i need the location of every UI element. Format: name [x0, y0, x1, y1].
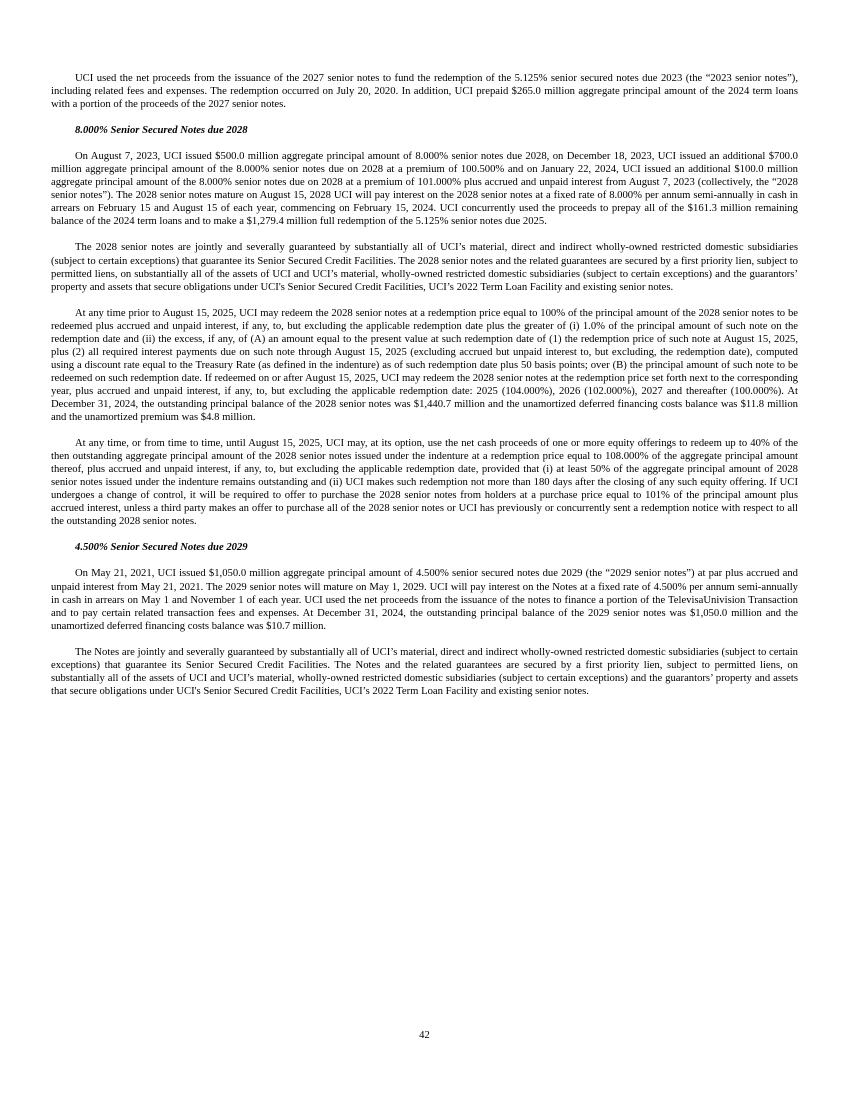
paragraph-2028-equity-offerings: At any time, or from time to time, until August 15, 2025, UCI may, at its option, use the net cash proceeds of one or more equity offerings to redeem up to 40% of the then outstanding aggregate principal amount of the 2028 senior notes issued under the indenture at a redemption price equal to 108.000% of the aggregate principal amount thereof, plus accrued and unpaid interest, if any, to, but excluding the applicable redemption date, provided that (i) at least 50% of the aggregate principal amount of 2028 senior notes issued under the indenture remains outstanding and (ii) UCI makes such redemption not more than 180 days after the closing of any such equity offering. If UCI undergoes a change of control, it will be required to offer to purchase the 2028 senior notes from holders at a purchase price equal to 101% of the principal amount plus accrued interest, unless a third party makes an offer to purchase all of the 2028 senior notes or UCI has previously or concurrently sent a redemption notice with respect to all the outstanding 2028 senior notes.: [51, 438, 798, 528]
paragraph-2029-guarantees: The Notes are jointly and severally guaranteed by substantially all of UCI’s material, direct and indirect wholly-owned restricted domestic subsidiaries (subject to certain exceptions) that guarantee its Senior Secured Credit Facilities. The Notes and the related guarantees are secured by a first priority lien, subject to permitted liens, on substantially all of the assets of UCI and UCI’s material, wholly-owned restricted domestic subsidiaries (subject to certain exceptions) and the guarantors’ property and assets that secure obligations under UCI's Senior Secured Credit Facilities, UCI’s 2022 Term Loan Facility and existing senior notes.: [51, 646, 798, 697]
paragraph-2028-redemption: At any time prior to August 15, 2025, UCI may redeem the 2028 senior notes at a redemption price equal to 100% of the principal amount of the 2028 senior notes to be redeemed plus accrued and unpaid interest, if any, to, but excluding the applicable redemption date plus the greater of (i) 1.0% of the principal amount of such note on the redemption date and (ii) the excess, if any, of (A) an amount equal to the present value at such redemption date of (1) the redemption price of such note at August 15, 2025, plus (2) all required interest payments due on such note through August 15, 2025 (excluding accrued but unpaid interest to, but excluding, the redemption date), computed using a discount rate equal to the Treasury Rate (as defined in the indenture) as of such redemption date plus 50 basis points; over (B) the principal amount of such note to be redeemed on such redemption date. If redeemed on or after August 15, 2025, UCI may redeem the 2028 senior notes at the redemption price set forth next to the corresponding year, plus accrued and unpaid interest, if any, to, but excluding the applicable redemption date: 2025 (104.000%), 2026 (102.000%), 2027 and thereafter (100.000%). At December 31, 2024, the outstanding principal balance of the 2028 senior notes was $1,440.7 million and the unamortized deferred financing costs balance was $11.8 million and the unamortized premium was $4.8 million.: [51, 307, 798, 424]
section-heading-2029-notes: 4.500% Senior Secured Notes due 2029: [75, 542, 248, 554]
section-heading-2028-notes: 8.000% Senior Secured Notes due 2028: [75, 125, 248, 137]
paragraph-2029-issuance: On May 21, 2021, UCI issued $1,050.0 million aggregate principal amount of 4.500% senior secured notes due 2029 (the “2029 senior notes”) at par plus accrued and unpaid interest from May 21, 2021. The 2029 senior notes will mature on May 1, 2029. UCI will pay interest on the Notes at a fixed rate of 4.500% per annum semi-annually in cash in arrears on May 1 and November 1 of each year. UCI used the net proceeds from the issuance of the notes to finance a portion of the TelevisaUnivision Transaction and to pay certain related transaction fees and expenses. At December 31, 2024, the outstanding principal balance of the 2029 senior notes was $1,050.0 million and the unamortized deferred financing costs balance was $10.7 million.: [51, 568, 798, 632]
paragraph-2028-guarantees: The 2028 senior notes are jointly and severally guaranteed by substantially all of UCI’s material, direct and indirect wholly-owned restricted domestic subsidiaries (subject to certain exceptions) that guarantee its Senior Secured Credit Facilities. The 2028 senior notes and the related guarantees are secured by a first priority lien, subject to permitted liens, on substantially all of the assets of UCI and UCI’s material, wholly-owned restricted domestic subsidiaries (subject to certain exceptions) and the guarantors’ property and assets that secure obligations under UCI's Senior Secured Credit Facilities, UCI’s 2022 Term Loan Facility and existing senior notes.: [51, 242, 798, 293]
page-number: 42: [419, 1030, 430, 1041]
intro-paragraph: UCI used the net proceeds from the issuance of the 2027 senior notes to fund the redemption of the 5.125% senior secured notes due 2023 (the “2023 senior notes”), including related fees and expenses. The redemption occurred on July 20, 2020. In addition, UCI prepaid $265.0 million aggregate principal amount of the 2024 term loans with a portion of the proceeds of the 2027 senior notes.: [51, 73, 798, 111]
document-page: [51, 72, 798, 711]
paragraph-2028-issuance: On August 7, 2023, UCI issued $500.0 million aggregate principal amount of 8.000% senior notes due 2028, on December 18, 2023, UCI issued an additional $700.0 million aggregate principal amount of the 8.000% senior notes due on 2028 at a premium of 100.500% and on January 22, 2024, UCI issued an additional $100.0 million aggregate principal amount of the 8.000% senior notes due on 2028 at a premium of 101.000% plus accrued and unpaid interest from August 7, 2023 (collectively, the “2028 senior notes”). The 2028 senior notes mature on August 15, 2028 UCI will pay interest on the 2028 senior notes at a fixed rate of 8.000% per annum semi-annually in cash in arrears on February 15 and August 15 of each year, commencing on February 15, 2024. UCI concurrently used the proceeds to prepay all of the $161.3 million remaining balance of the 2024 term loans and to make a $1,279.4 million full redemption of the 5.125% senior notes due 2025.: [51, 151, 798, 228]
